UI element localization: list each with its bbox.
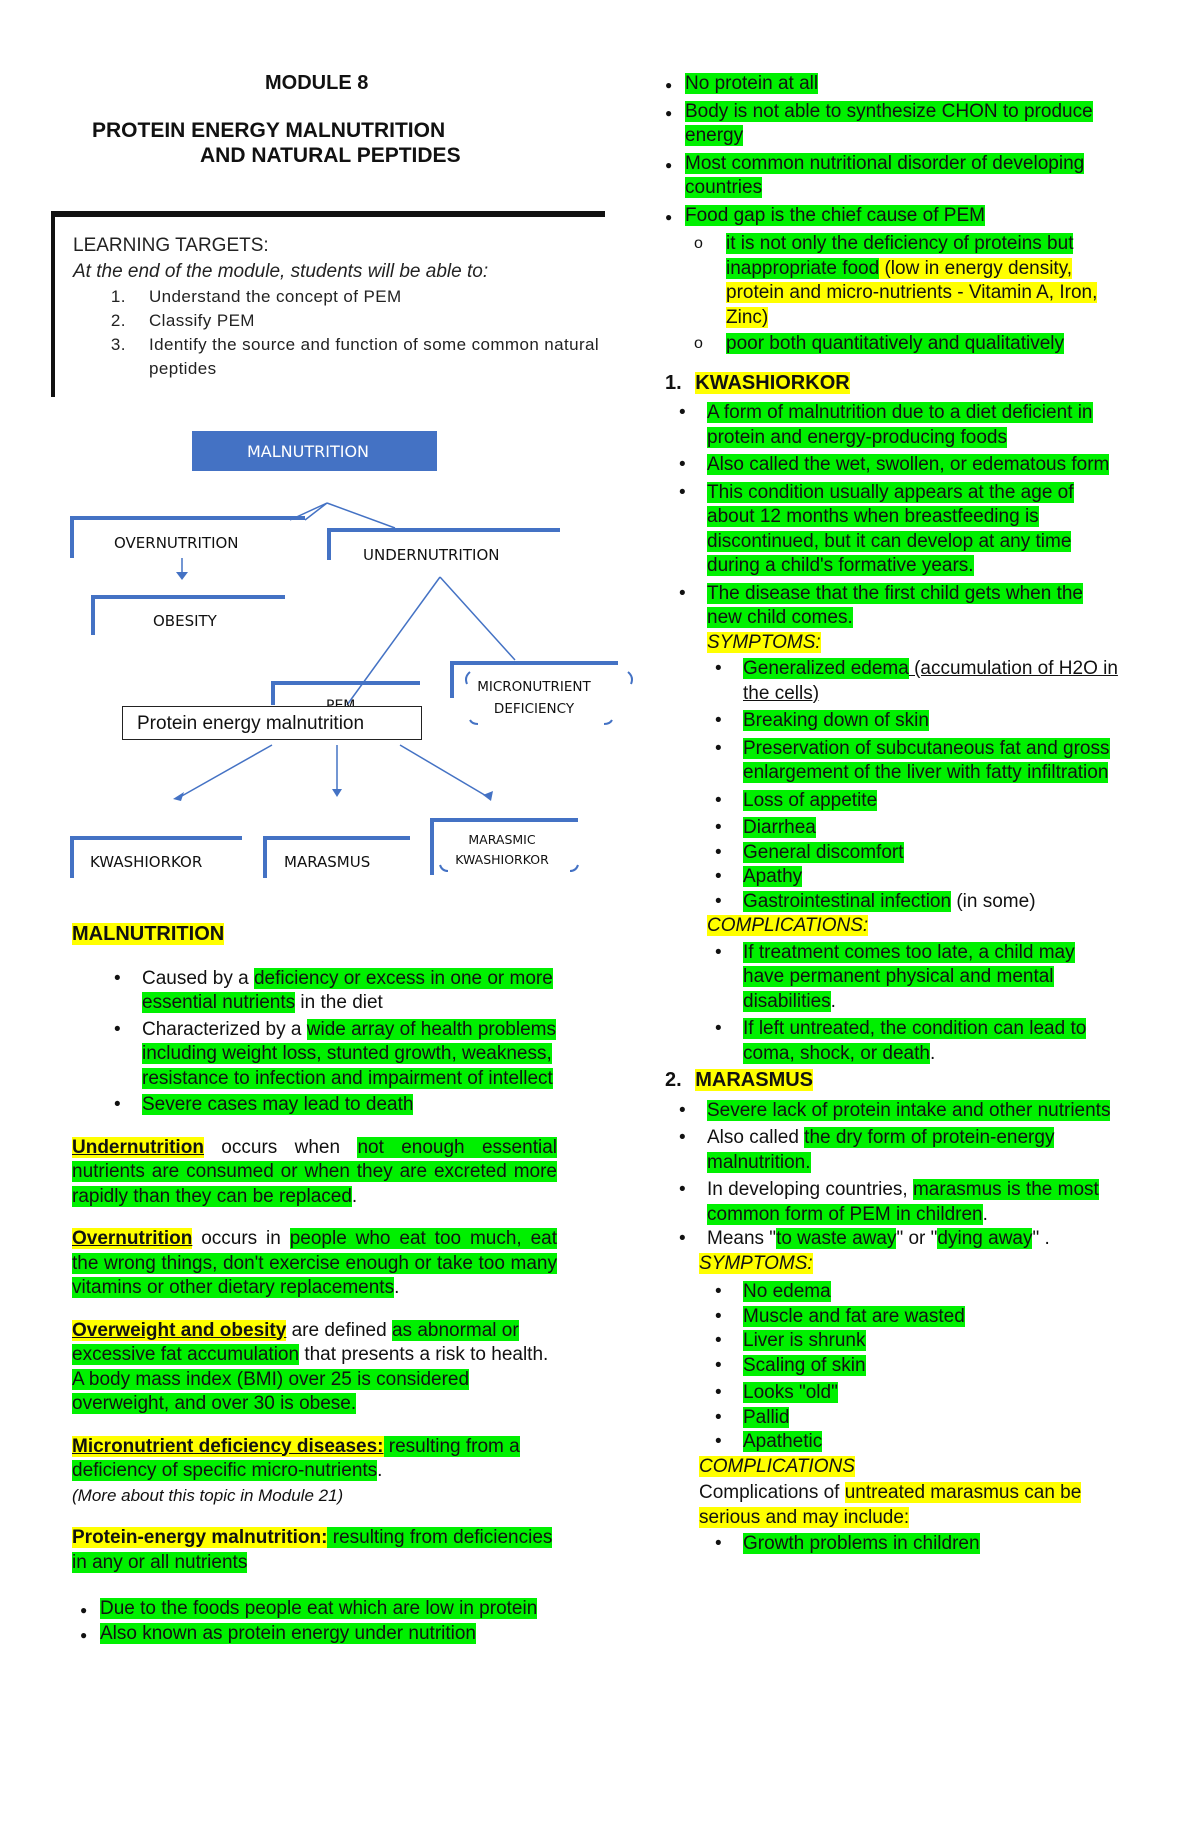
list-item: • Diarrhea xyxy=(743,816,1120,841)
diagram-kwashiorkor: KWASHIORKOR xyxy=(90,853,203,871)
diagram-obesity: OBESITY xyxy=(153,612,217,630)
list-item: • Gastrointestinal infection (in some) xyxy=(743,890,1120,915)
list-item: • Preservation of subcutaneous fat and gross enlargement of the liver with fatty infiltration xyxy=(743,737,1120,786)
targets-intro: At the end of the module, students will be able to: xyxy=(73,261,489,282)
list-item: ● Due to the foods people eat which are low in protein xyxy=(100,1597,557,1622)
sub-item: o it is not only the deficiency of proteins but inappropriate food (low in energy density, protein and micro-nutrients - Vitamin A, Iron, Zinc) xyxy=(726,232,1120,330)
list-item: • The disease that the first child gets when the new child comes. xyxy=(707,582,1120,631)
overnutrition-paragraph: Overnutrition occurs in people who eat too much, eat the wrong things, don't exercise enough or take too many vitamins or other dietary replacements. xyxy=(72,1228,557,1298)
list-item: • Generalized edema (accumulation of H2O in the cells) xyxy=(743,657,1120,706)
marasmus-heading: 2. MARASMUS xyxy=(665,1069,814,1091)
right-column xyxy=(665,72,1120,1557)
module-label: MODULE 8 xyxy=(265,72,369,94)
list-item: • Liver is shrunk xyxy=(743,1329,1120,1354)
list-item: • Loss of appetite xyxy=(743,789,1120,814)
list-item: ● Also known as protein energy under nutrition xyxy=(100,1622,557,1647)
left-column xyxy=(72,922,557,1646)
list-item: ● No protein at all xyxy=(685,72,1120,97)
list-item: • General discomfort xyxy=(743,841,1120,866)
pem-paragraph: Protein-energy malnutrition: resulting from deficiencies in any or all nutrients xyxy=(72,1527,553,1573)
list-item: ● Most common nutritional disorder of developing countries xyxy=(685,152,1120,201)
diagram-undernutrition: UNDERNUTRITION xyxy=(363,546,500,564)
target-item: 1. Understand the concept of PEM xyxy=(131,285,605,309)
list-item: • Muscle and fat are wasted xyxy=(743,1305,1120,1330)
target-item: 3. Identify the source and function of some common natural peptides xyxy=(131,333,605,381)
list-item: • A form of malnutrition due to a diet deficient in protein and energy-producing foods xyxy=(707,401,1120,450)
title-line-1: PROTEIN ENERGY MALNUTRITION xyxy=(92,119,446,142)
list-item: ● Body is not able to synthesize CHON to produce energy xyxy=(685,100,1120,149)
overweight-paragraph: Overweight and obesity are defined as abnormal or excessive fat accumulation that presents a risk to health. A body mass index (BMI) over 25 is considered overweight, and over 30 is obese. xyxy=(72,1319,549,1414)
list-item: • Apathetic xyxy=(743,1430,1120,1455)
list-item: • Means "to waste away" or "dying away" . xyxy=(707,1227,1120,1252)
diagram-marasmus: MARASMUS xyxy=(284,853,371,871)
ma-symptoms-label: SYMPTOMS: xyxy=(699,1252,813,1274)
list-item: • Breaking down of skin xyxy=(743,709,1120,734)
diagram-marasmic: MARASMIC KWASHIORKOR xyxy=(455,832,549,867)
list-item: • Severe lack of protein intake and other nutrients xyxy=(707,1099,1120,1124)
undernutrition-paragraph: Undernutrition occurs when not enough essential nutrients are consumed or when they are excreted more rapidly than they can be replaced. xyxy=(72,1136,557,1207)
list-item: • Also called the dry form of protein-energy malnutrition. xyxy=(707,1126,1120,1175)
malnutrition-heading: MALNUTRITION xyxy=(72,923,225,945)
list-item: • In developing countries, marasmus is the most common form of PEM in children. xyxy=(707,1178,1120,1227)
list-item: • Growth problems in children xyxy=(743,1532,1120,1557)
list-item: • Characterized by a wide array of health problems including weight loss, stunted growth, weakness, resistance to infection and impairment of intellect xyxy=(142,1018,557,1092)
kwashiorkor-heading: 1. KWASHIORKOR xyxy=(665,371,850,394)
list-item: • Looks "old" xyxy=(743,1381,1120,1406)
diagram-micronutrient: MICRONUTRIENT DEFICIENCY xyxy=(477,679,591,717)
diagram-pem-label: Protein energy malnutrition xyxy=(122,706,422,740)
sub-item: o poor both quantitatively and qualitatively xyxy=(726,332,1120,357)
list-item: • If treatment comes too late, a child may have permanent physical and mental disabilities. xyxy=(743,941,1120,1015)
ma-complications-text: Complications of untreated marasmus can be serious and may include: xyxy=(699,1482,1082,1528)
list-item: • Severe cases may lead to death xyxy=(142,1093,557,1118)
kw-complications-label: COMPLICATIONS: xyxy=(707,915,869,936)
list-item: • Caused by a deficiency or excess in one or more essential nutrients in the diet xyxy=(142,967,557,1016)
kw-symptoms-label: SYMPTOMS: xyxy=(707,631,821,653)
ma-complications-label: COMPLICATIONS xyxy=(699,1455,855,1477)
list-item: • Apathy xyxy=(743,865,1120,890)
list-item: • No edema xyxy=(743,1280,1120,1305)
list-item: ● Food gap is the chief cause of PEM xyxy=(685,204,1120,229)
list-item: • Scaling of skin xyxy=(743,1354,1120,1379)
targets-heading: LEARNING TARGETS: xyxy=(73,235,269,256)
list-item: • Also called the wet, swollen, or edematous form xyxy=(707,453,1120,478)
diagram-overnutrition: OVERNUTRITION xyxy=(114,534,239,552)
list-item: • If left untreated, the condition can lead to coma, shock, or death. xyxy=(743,1017,1120,1066)
list-item: • This condition usually appears at the age of about 12 months when breastfeeding is discontinued, but it can develop at any time during a child's formative years. xyxy=(707,481,1120,579)
list-item: • Pallid xyxy=(743,1406,1120,1431)
diagram-malnutrition: MALNUTRITION xyxy=(247,442,370,461)
micronutrient-paragraph: Micronutrient deficiency diseases: resulting from a deficiency of specific micro-nutrients. (More about this topic in Module 21) xyxy=(72,1435,520,1505)
title-line-2: AND NATURAL PEPTIDES xyxy=(200,144,461,167)
target-item: 2. Classify PEM xyxy=(131,309,605,333)
